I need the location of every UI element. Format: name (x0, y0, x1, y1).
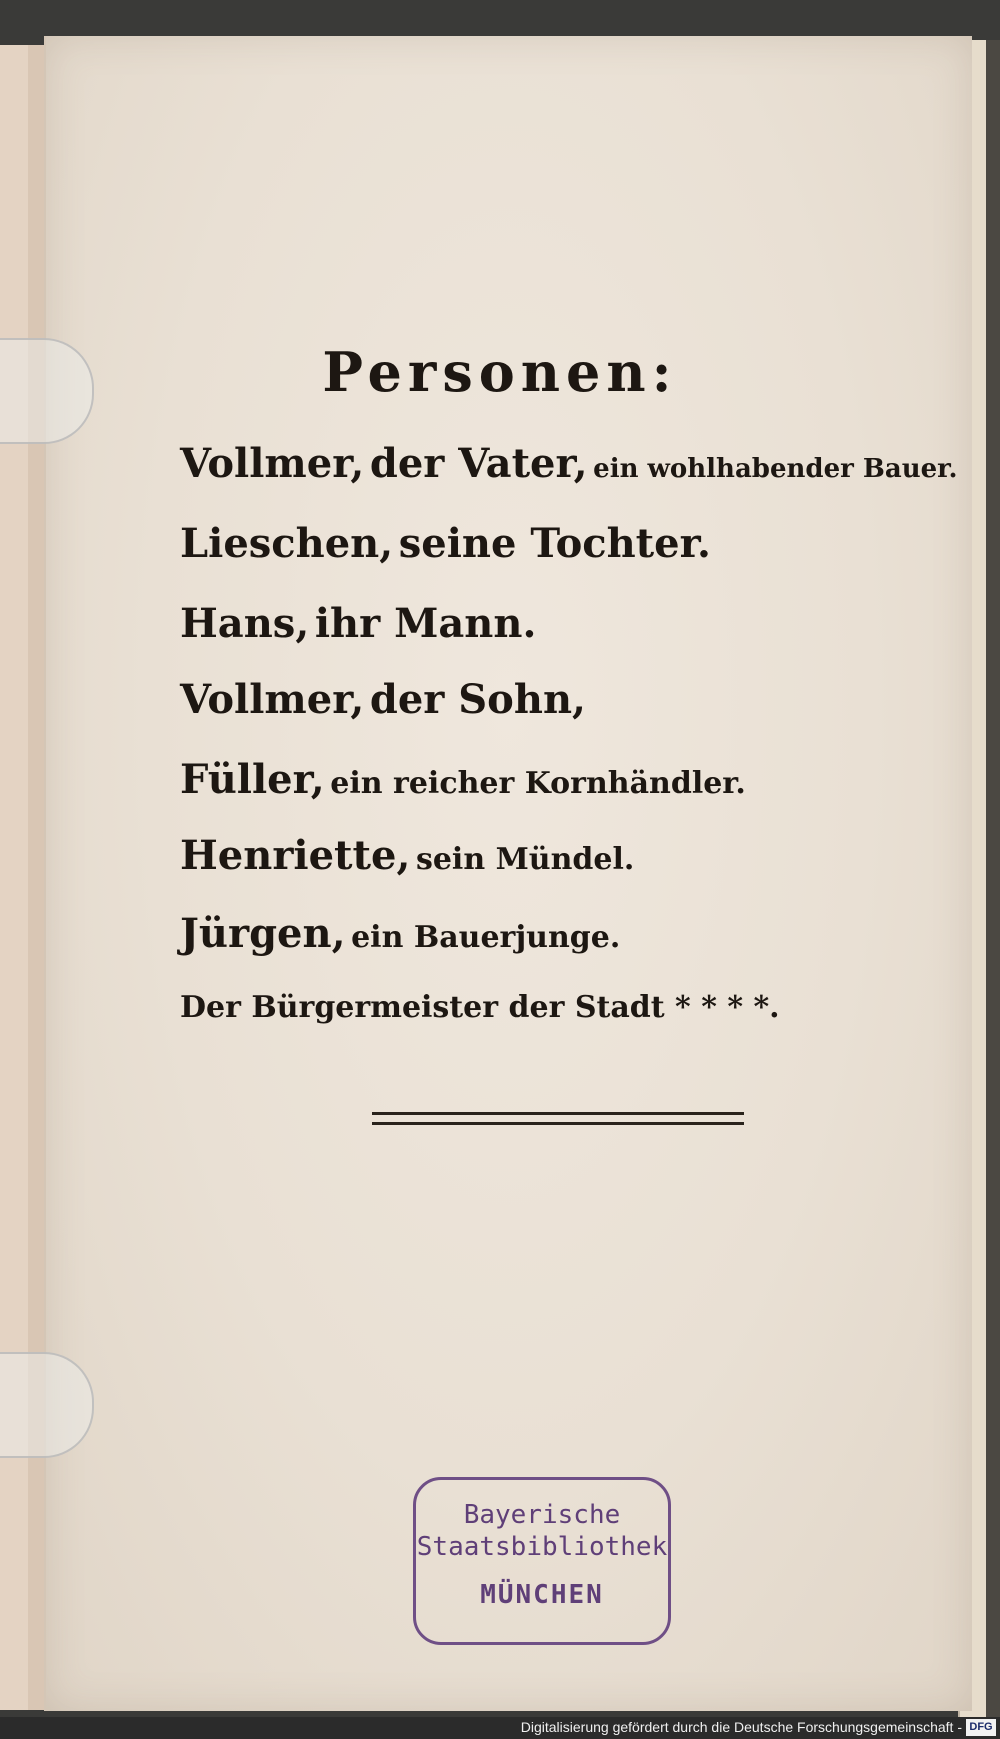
character-row (180, 520, 711, 567)
character-row (180, 440, 958, 487)
page-clip-bottom (0, 1352, 94, 1458)
footer-credit: Digitalisierung gefördert durch die Deutsche Forschungsgemeinschaft - (520, 1719, 962, 1735)
right-shadow (986, 40, 1000, 1720)
library-stamp (413, 1477, 671, 1645)
character-role: der Sohn, (369, 676, 586, 723)
character-row (180, 990, 780, 1025)
character-name: Vollmer, (180, 440, 365, 487)
character-name: Lieschen, (180, 520, 394, 567)
character-name: Füller, (180, 756, 325, 803)
stamp-line-2: Staatsbibliothek (416, 1532, 668, 1562)
page-title: Personen: (322, 340, 678, 404)
dfg-logo: DFG (966, 1719, 996, 1736)
character-row (180, 910, 620, 957)
character-name: Der Bürgermeister der Stadt * * * *. (180, 990, 780, 1025)
character-role: sein Mündel. (415, 842, 635, 877)
character-row (180, 600, 536, 647)
character-row (180, 832, 634, 879)
character-name: Henriette, (180, 832, 411, 879)
character-role: seine Tochter. (398, 520, 711, 567)
character-row (180, 676, 586, 723)
character-name: Vollmer, (180, 676, 365, 723)
divider-rule-top (372, 1112, 744, 1115)
character-extra: ein Bauerjunge. (351, 920, 621, 955)
character-extra: ein reicher Kornhändler. (330, 766, 746, 801)
character-role: ihr Mann. (314, 600, 537, 647)
character-name: Jürgen, (180, 910, 346, 957)
character-role: der Vater, (369, 440, 588, 487)
character-row (180, 756, 746, 803)
book-cover-edge-inner (0, 45, 28, 1710)
character-name: Hans, (180, 600, 310, 647)
divider-rule-bottom (372, 1122, 744, 1125)
character-extra: ein wohlhabender Bauer. (593, 454, 958, 484)
stamp-line-3: MÜNCHEN (480, 1580, 604, 1610)
stamp-line-1: Bayerische (463, 1500, 621, 1530)
footer-bar (0, 1717, 1000, 1739)
